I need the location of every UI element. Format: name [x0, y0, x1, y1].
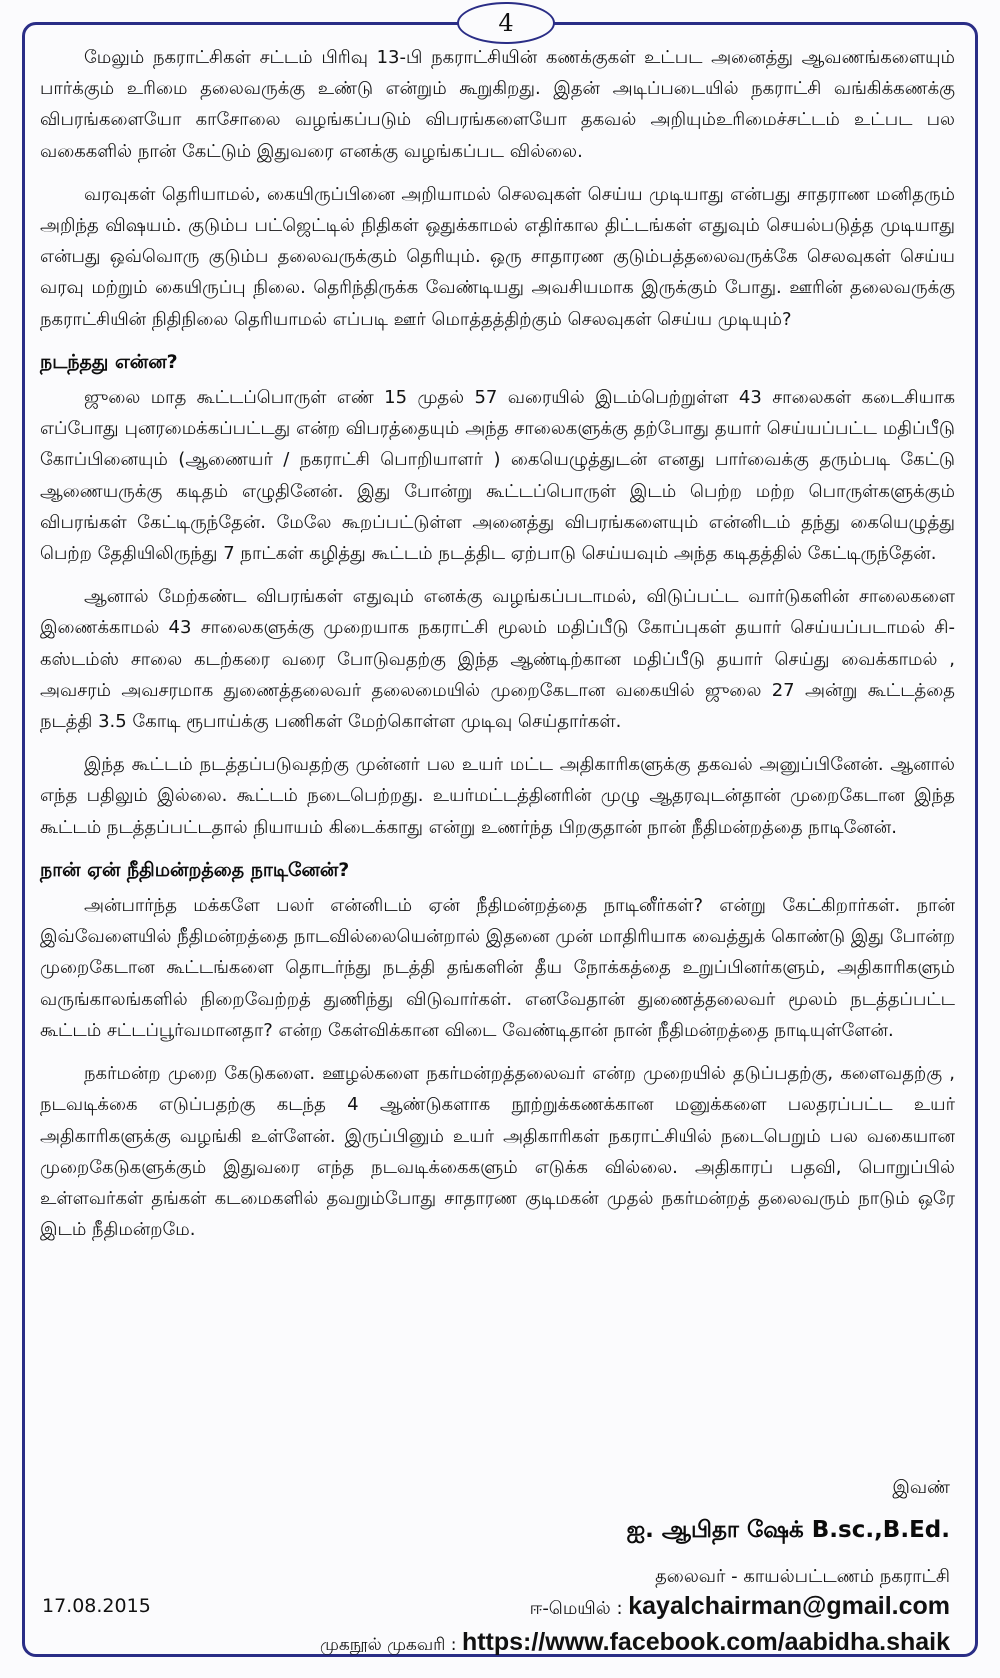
article-body	[40, 42, 955, 1257]
email-link[interactable]: kayalchairman@gmail.com	[628, 1592, 950, 1620]
signature-title: தலைவர் - காயல்பட்டணம் நகராட்சி	[655, 1566, 950, 1587]
paragraph-section1-1: ஜுலை மாத கூட்டப்பொருள் எண் 15 முதல் 57 வரையில் இடம்பெற்றுள்ள 43 சாலைகள் கடைசியாக எப்போது புனரமைக்கப்பட்டது என்ற விபரத்தையும் அந்த சாலைகளுக்கு தற்போது தயார் செய்யப்பட்ட மதிப்பீடு கோப்பினையும் (ஆணையர் / நகராட்சி பொறியாளர் ) கையெழுத்துடன் எனது பார்வைக்கு தரும்படி கேட்டு ஆணையருக்கு கடிதம் எழுதினேன். இது போன்று கூட்டப்பொருள் இடம் பெற்ற மற்ற பொருள்களுக்கும் விபரங்கள் கேட்டிருந்தேன். மேலே கூறப்பட்டுள்ள அனைத்து விபரங்களையும் என்னிடம் தந்து கையெழுத்து பெற்ற தேதியிலிருந்து 7 நாட்கள் கழித்து கூட்டம் நடத்திட ஏற்பாடு செய்யவும் அந்த கடிதத்தில் கேட்டிருந்தேன்.	[40, 387, 955, 565]
signature-name: ஐ. ஆபிதா ஷேக் B.sc.,B.Ed.	[626, 1517, 950, 1543]
email-line	[530, 1592, 950, 1621]
email-label: ஈ-மெயில் :	[529, 1598, 623, 1619]
paragraph-section2-1: அன்பார்ந்த மக்களே பலர் என்னிடம் ஏன் நீதிமன்றத்தை நாடினீர்கள்? என்று கேட்கிறார்கள். நான் இவ்வேளையில் நீதிமன்றத்தை நாடவில்லையென்றால் இதனை முன் மாதிரியாக வைத்துக் கொண்டு இது போன்ற முறைகேடான கூட்டங்களை தொடர்ந்து நடத்தி தங்களின் தீய நோக்கத்தை உறுப்பினர்களும், அதிகாரிகளும் வருங்காலங்களில் நிறைவேற்றத் துணிந்து விடுவார்கள். எனவேதான் துணைத்தலைவர் மூலம் நடத்தப்பட்ட கூட்டம் சட்டப்பூர்வமானதா? என்ற கேள்விக்கான விடை வேண்டிதான் நான் நீதிமன்றத்தை நாடியுள்ளேன்.	[40, 895, 955, 1041]
paragraph-section1-3: இந்த கூட்டம் நடத்தப்படுவதற்கு முன்னர் பல உயர் மட்ட அதிகாரிகளுக்கு தகவல் அனுப்பினேன். ஆனால் எந்த பதிலும் இல்லை. கூட்டம் நடைபெற்றது. உயர்மட்டத்தினரின் முழு ஆதரவுடன்தான் முறைகேடான இந்த கூட்டம் நடத்தப்பட்டதால் நியாயம் கிடைக்காது என்று உணர்ந்த பிறகுதான் நான் நீதிமன்றத்தை நாடினேன்.	[40, 754, 955, 838]
facebook-link[interactable]: https://www.facebook.com/aabidha.shaik	[461, 1628, 950, 1656]
facebook-line	[320, 1628, 950, 1657]
facebook-label: முகநூல் முகவரி :	[320, 1635, 457, 1655]
paragraph-section2-2: நகர்மன்ற முறை கேடுகளை. ஊழல்களை நகர்மன்றத்தலைவர் என்ற முறையில் தடுப்பதற்கு, களைவதற்கு , நடவடிக்கை எடுப்பதற்கு கடந்த 4 ஆண்டுகளாக நூற்றுக்கணக்கான மனுக்களை பலதரப்பட்ட உயர் அதிகாரிகளுக்கு வழங்கி உள்ளேன். இருப்பினும் உயர் அதிகாரிகள் நகராட்சியில் நடைபெறும் பல வகையான முறைகேடுகளுக்கும் இதுவரை எந்த நடவடிக்கைகளும் எடுக்க வில்லை. அதிகாரப் பதவி, பொறுப்பில் உள்ளவர்கள் தங்கள் கடமைகளில் தவறும்போது சாதாரண குடிமகன் முதல் நகர்மன்றத் தலைவரும் நாடும் ஒரே இடம் நீதிமன்றமே.	[40, 1063, 955, 1241]
section-heading-why-court: நான் ஏன் நீதிமன்றத்தை நாடினேன்?	[40, 858, 350, 881]
paragraph-intro-2: வரவுகள் தெரியாமல், கையிருப்பினை அறியாமல் செலவுகள் செய்ய முடியாது என்பது சாதராண மனிதரும் அறிந்த விஷயம். குடும்ப பட்ஜெட்டில் நிதிகள் ஒதுக்காமல் எதிர்கால திட்டங்கள் எதுவும் செயல்படுத்த முடியாது என்பது ஒவ்வொரு குடும்ப தலைவருக்கும் தெரியும். ஒரு சாதாரண குடும்பத்தலைவருக்கே செலவுகள் செய்ய வரவு மற்றும் கையிருப்பு நிலை. தெரிந்திருக்க வேண்டியது அவசியமாக இருக்கும் போது. ஊரின் தலைவருக்கு நகராட்சியின் நிதிநிலை தெரியாமல் எப்படி ஊர் மொத்தத்திற்கும் செலவுகள் செய்ய முடியும்?	[40, 183, 955, 330]
section-heading-what-happened: நடந்தது என்ன?	[40, 350, 178, 373]
signature-closing: இவண்	[892, 1477, 950, 1498]
letter-date: 17.08.2015	[42, 1595, 151, 1617]
page-number: 4	[457, 2, 555, 44]
paragraph-intro-1: மேலும் நகராட்சிகள் சட்டம் பிரிவு 13-பி நகராட்சியின் கணக்குகள் உட்பட அனைத்து ஆவணங்களையும் பார்க்கும் உரிமை தலைவருக்கு உண்டு என்றும் கூறுகிறது. இதன் அடிப்படையில் நகராட்சி வங்கிக்கணக்கு விபரங்களையோ காசோலை வழங்கப்படும் விபரங்களையோ தகவல் அறியும்உரிமைச்சட்டம் உட்பட பல வகைகளில் நான் கேட்டும் இதுவரை எனக்கு வழங்கப்பட வில்லை.	[40, 47, 955, 162]
paragraph-section1-2: ஆனால் மேற்கண்ட விபரங்கள் எதுவும் எனக்கு வழங்கப்படாமல், விடுப்பட்ட வார்டுகளின் சாலைகளை இணைக்காமல் 43 சாலைகளுக்கு முறையாக நகராட்சி மூலம் மதிப்பீடு கோப்புகள் தயார் செய்யப்படாமல் சி-கஸ்டம்ஸ் சாலை கடற்கரை வரை போடுவதற்கு இந்த ஆண்டிற்கான மதிப்பீடு தயார் செய்து வைக்காமல் , அவசரம் அவசரமாக துணைத்தலைவர் தலைமையில் முறைகேடான வகையில் ஜுலை 27 அன்று கூட்டத்தை நடத்தி 3.5 கோடி ரூபாய்க்கு பணிகள் மேற்கொள்ள முடிவு செய்தார்கள்.	[40, 586, 955, 733]
